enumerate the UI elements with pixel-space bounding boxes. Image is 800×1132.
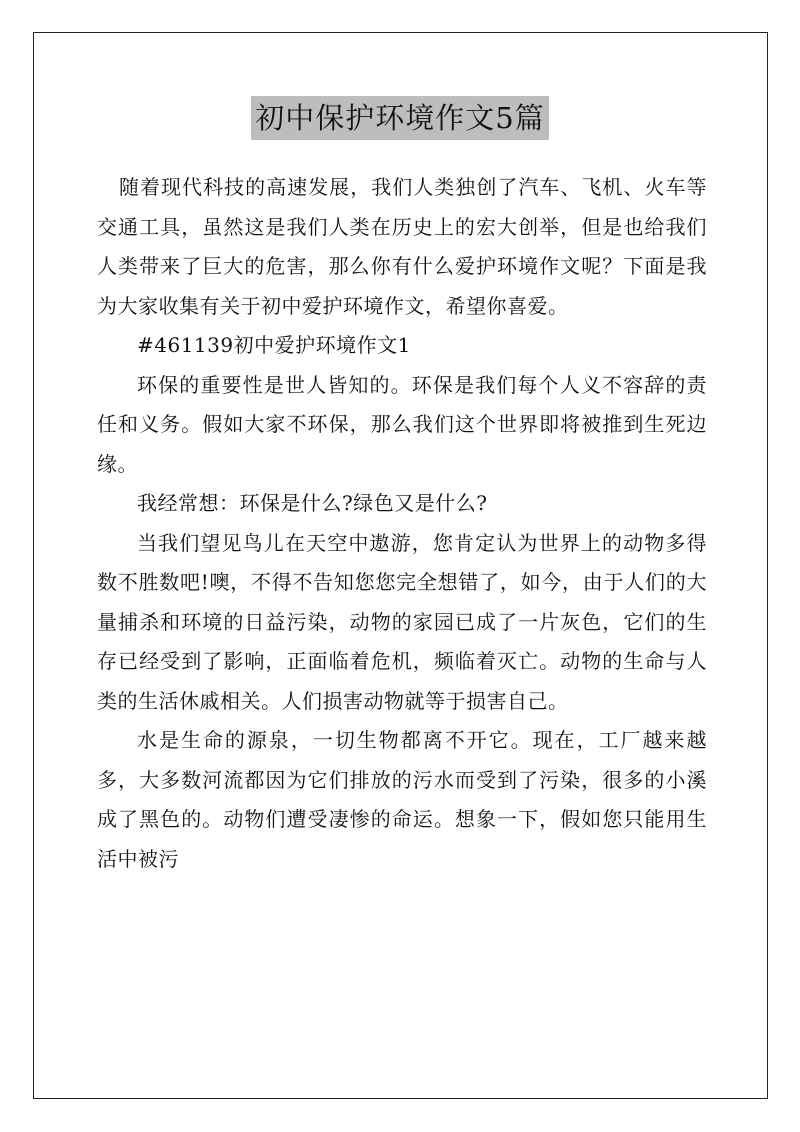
body-paragraph: 环保的重要性是世人皆知的。环保是我们每个人义不容辞的责任和义务。假如大家不环保，那么我们这个世界即将被推到生死边缘。 — [97, 372, 707, 476]
body-paragraph: 水是生命的源泉，一切生物都离不开它。现在，工厂越来越多，大多数河流都因为它们排放的污水而受到了污染，很多的小溪成了黑色的。动物们遭受凄惨的命运。想象一下，假如您只能用生活中被污 — [97, 728, 707, 871]
document-title: 初中保护环境作文5篇 — [251, 96, 548, 140]
intro-paragraph: 随着现代科技的高速发展，我们人类独创了汽车、飞机、火车等交通工具，虽然这是我们人类在历史上的宏大创举，但是也给我们人类带来了巨大的危害，那么你有什么爱护环境作文呢？下面是我为大家收集有关于初中爱护环境作文，希望你喜爱。 — [97, 175, 707, 318]
title-container — [0, 96, 800, 140]
section-heading: #461139初中爱护环境作文1 — [137, 333, 411, 357]
body-paragraph: 当我们望见鸟儿在天空中遨游，您肯定认为世界上的动物多得数不胜数吧!噢，不得不告知您您完全想错了，如今，由于人们的大量捕杀和环境的日益污染，动物的家园已成了一片灰色，它们的生存已经受到了影响，正面临着危机，频临着灭亡。动物的生命与人类的生活休戚相关。人们损害动物就等于损害自己。 — [97, 530, 707, 713]
body-paragraph: 我经常想：环保是什么?绿色又是什么? — [137, 491, 488, 515]
document-body — [97, 168, 707, 879]
